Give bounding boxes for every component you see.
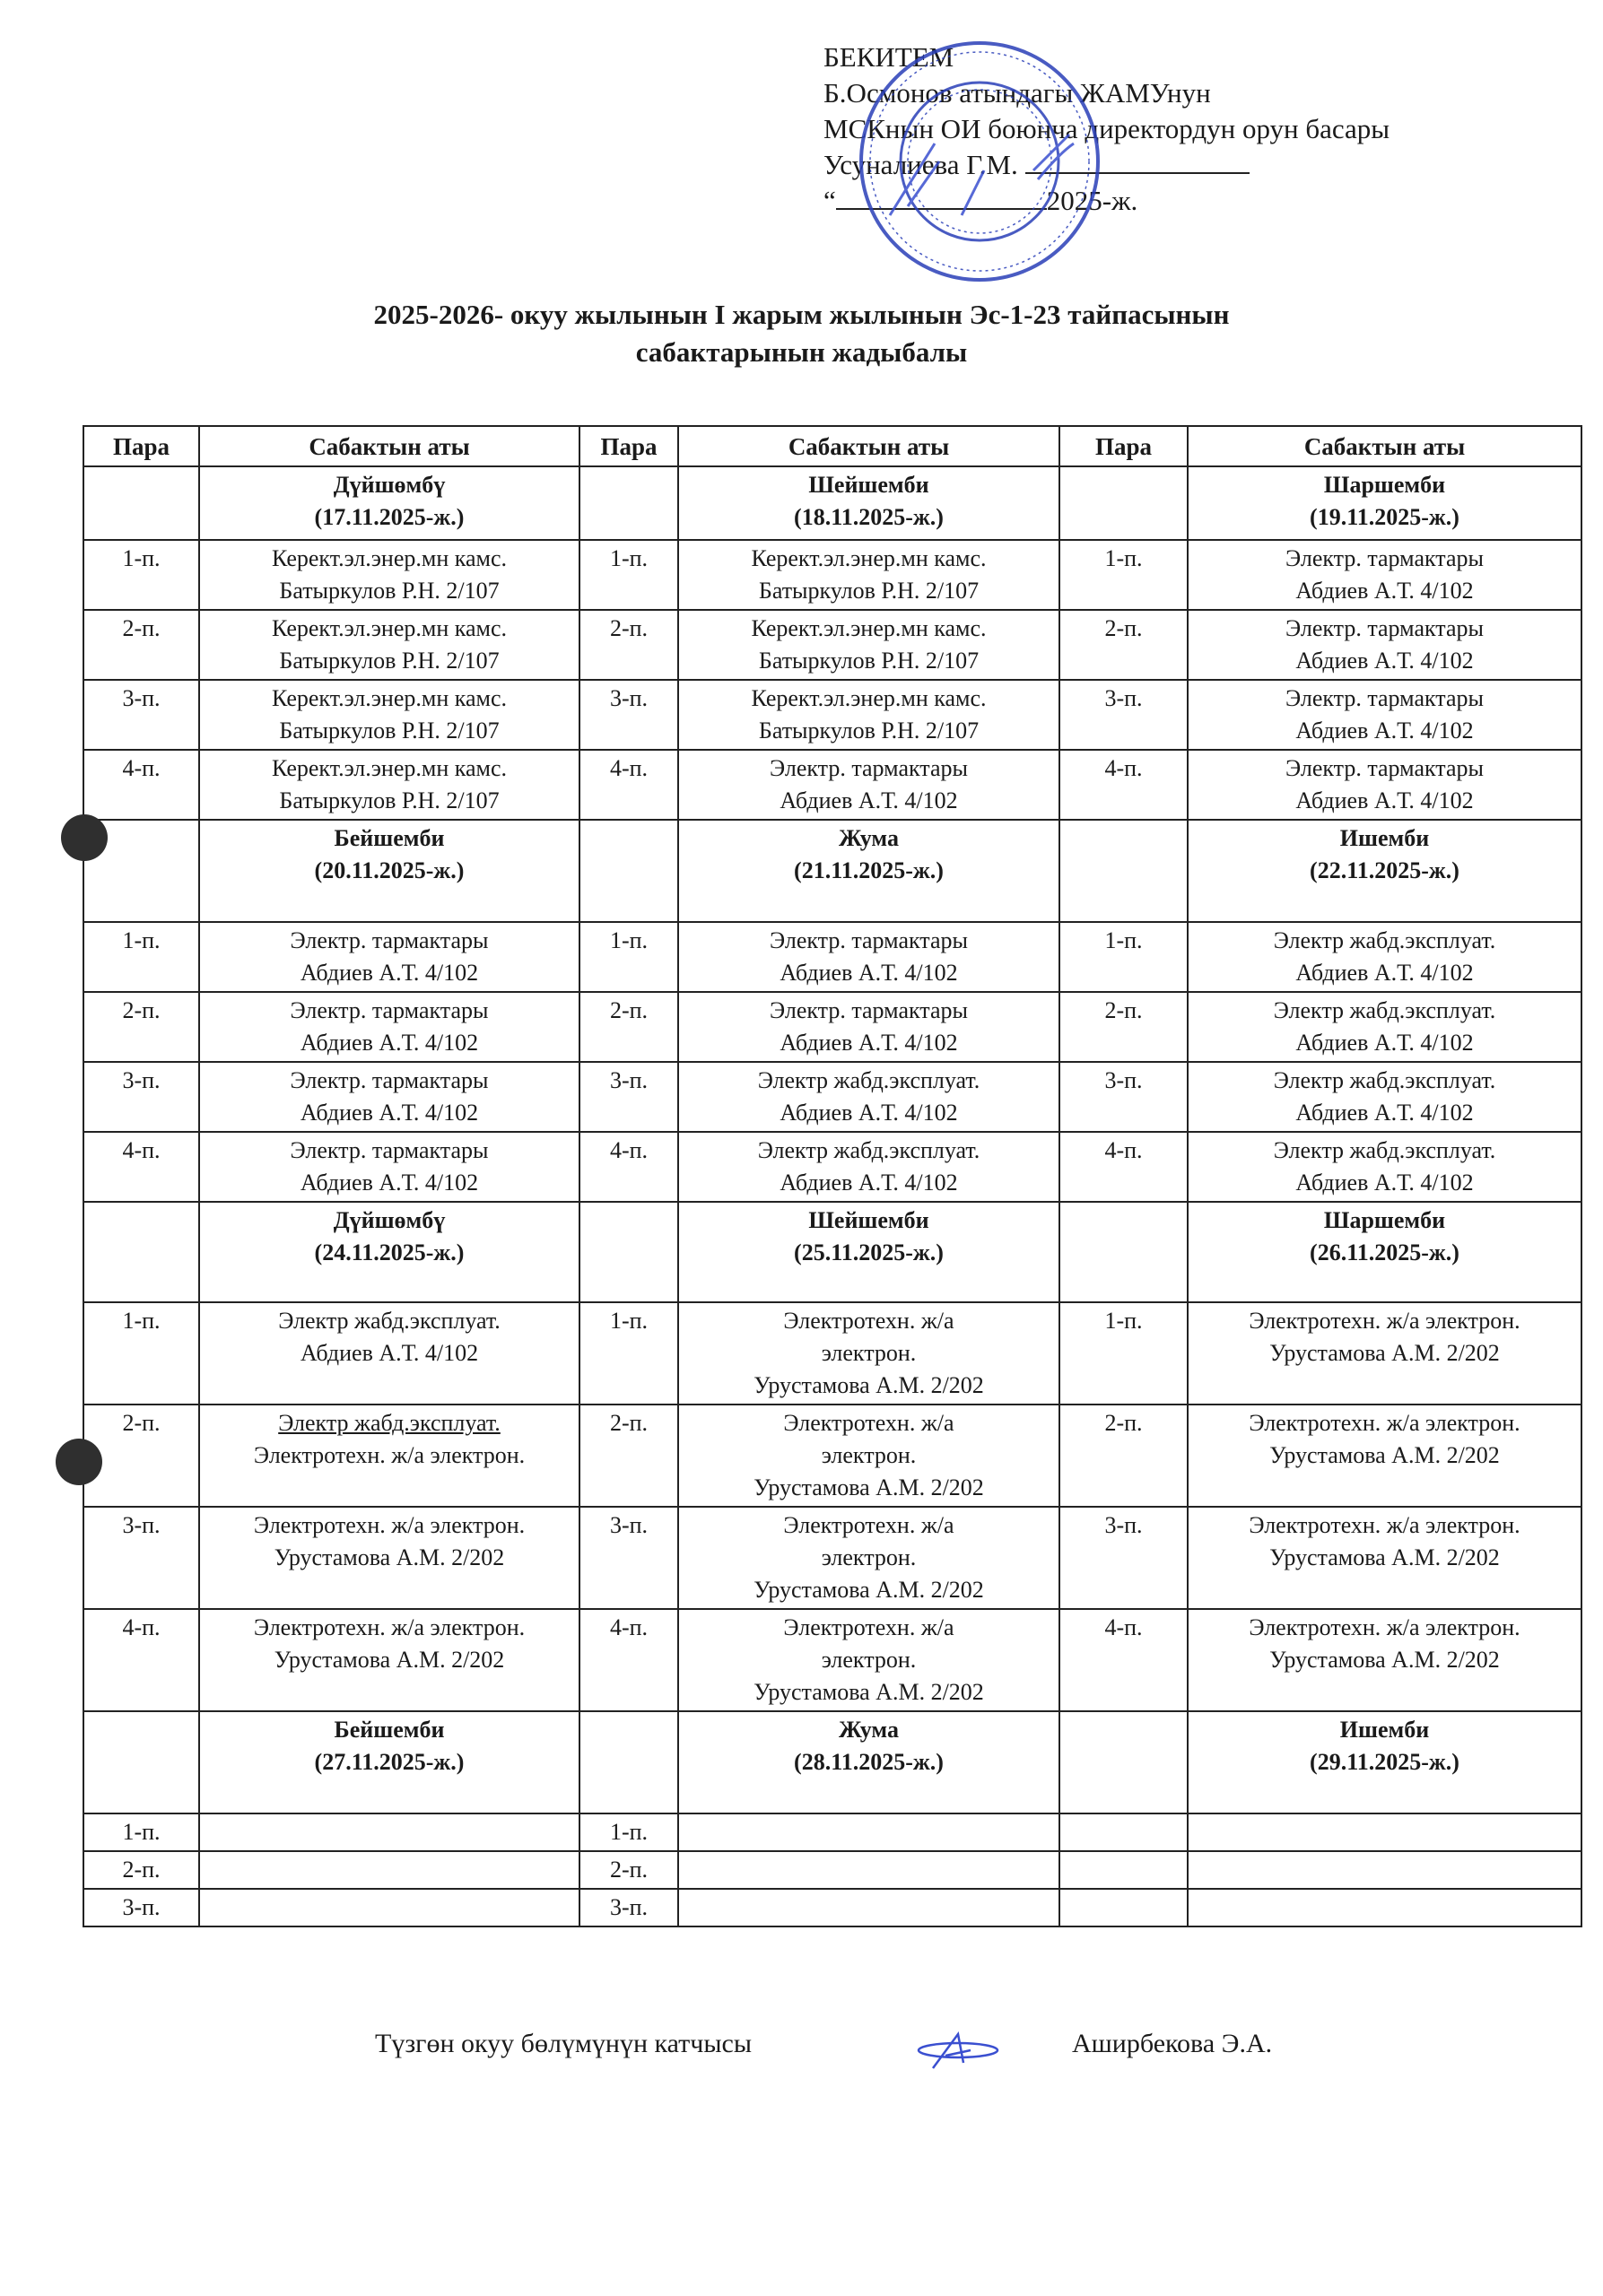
subject-cell [1188,1813,1581,1851]
title-line-1: 2025-2026- окуу жылынын I жарым жылынын Эс-1-23 тайпасынын [373,299,1230,330]
subject-name: Электр. тармактары [770,997,968,1023]
subject-cell [678,1813,1059,1851]
para-cell: 2-п. [579,992,678,1062]
approval-heading: БЕКИТЕМ [823,41,954,73]
day-name: Шейшемби [808,472,929,498]
subject-name: Электротехн. ж/а [783,1308,954,1334]
punch-hole-icon [61,814,108,861]
day-name: Ишемби [1339,1717,1430,1743]
subject-detail: электрон. [821,1544,917,1570]
day-name: Шаршемби [1323,472,1446,498]
day-header-cell [1188,466,1581,540]
day-name: Ишемби [1339,825,1430,851]
para-cell [1059,1813,1188,1851]
para-cell [1059,1202,1188,1302]
subject-cell [1188,540,1581,610]
subject-cell [1188,680,1581,750]
day-date: (29.11.2025-ж.) [1310,1749,1459,1775]
subject-name: Электр. тармактары [290,1067,489,1093]
subject-name: Электротехн. ж/а [783,1512,954,1538]
day-date: (24.11.2025-ж.) [314,1239,465,1265]
subject-cell [1188,1507,1581,1609]
subject-name: Электр жабд.эксплуат. [1273,1067,1496,1093]
approval-signatory-name: Усуналиева Г.М. [823,149,1018,180]
subject-cell [678,1132,1059,1202]
day-date: (19.11.2025-ж.) [1310,504,1459,530]
lesson-row [83,1062,1581,1132]
lesson-row [83,1405,1581,1507]
day-header-cell [678,466,1059,540]
date-year: 2025-ж. [1046,185,1138,216]
column-header: Сабактын аты [1188,426,1581,466]
subject-name: Электр. тармактары [290,927,489,953]
subject-detail: Урустамова А.М. 2/202 [754,1679,984,1705]
subject-cell [199,1302,579,1405]
subject-detail: Абдиев А.Т. 4/102 [300,1030,479,1056]
subject-name: Электр жабд.эксплуат. [1273,927,1496,953]
para-cell: 2-п. [579,1851,678,1889]
para-cell: 2-п. [1059,1405,1188,1507]
para-cell [1059,466,1188,540]
para-cell: 1-п. [83,1302,199,1405]
subject-cell [199,1132,579,1202]
subject-name: Электр жабд.эксплуат. [757,1067,980,1093]
subject-detail: Абдиев А.Т. 4/102 [780,1170,958,1196]
lesson-row [83,1813,1581,1851]
day-date: (26.11.2025-ж.) [1310,1239,1459,1265]
para-cell: 3-п. [579,680,678,750]
lesson-row [83,750,1581,820]
column-header: Пара [1059,426,1188,466]
subject-name: Керект.эл.энер.мн камс. [271,755,508,781]
subject-detail: Абдиев А.Т. 4/102 [1295,1100,1474,1126]
approval-block [823,39,1390,219]
subject-name: Электротехн. ж/а электрон. [1249,1308,1520,1334]
para-cell: 3-п. [579,1889,678,1926]
subject-cell [678,1851,1059,1889]
signature-icon [906,2029,1005,2074]
subject-cell [199,1507,579,1609]
schedule-body [83,466,1581,1926]
subject-detail: Абдиев А.Т. 4/102 [780,960,958,986]
subject-detail: Урустамова А.М. 2/202 [754,1372,984,1398]
para-cell: 3-п. [579,1507,678,1609]
para-cell: 1-п. [83,922,199,992]
para-cell: 3-п. [83,680,199,750]
subject-name: Керект.эл.энер.мн камс. [271,685,508,711]
para-cell [83,1202,199,1302]
subject-cell [1188,610,1581,680]
subject-cell [199,922,579,992]
subject-cell [199,992,579,1062]
subject-detail: Абдиев А.Т. 4/102 [300,1340,479,1366]
day-name: Шаршемби [1323,1207,1446,1233]
subject-cell [1188,1062,1581,1132]
day-date: (27.11.2025-ж.) [314,1749,465,1775]
para-cell: 4-п. [83,750,199,820]
subject-detail: электрон. [821,1340,917,1366]
day-name: Дүйшөмбү [333,472,446,498]
para-cell: 1-п. [83,1813,199,1851]
day-name: Бейшемби [334,1717,445,1743]
para-cell [1059,1851,1188,1889]
day-header-cell [1188,1711,1581,1813]
column-header: Сабактын аты [199,426,579,466]
subject-name: Электротехн. ж/а электрон. [253,1512,526,1538]
para-cell: 2-п. [579,1405,678,1507]
schedule-table [83,425,1582,1927]
day-header-row [83,1711,1581,1813]
title-line-2: сабактарынын жадыбалы [635,336,968,368]
subject-cell [678,1405,1059,1507]
approval-date [823,183,1390,219]
subject-detail: Абдиев А.Т. 4/102 [780,1100,958,1126]
subject-name: Электр. тармактары [1285,545,1484,571]
subject-detail: Абдиев А.Т. 4/102 [1295,960,1474,986]
lesson-row [83,680,1581,750]
subject-detail: Батыркулов Р.Н. 2/107 [279,648,500,674]
subject-detail: Батыркулов Р.Н. 2/107 [758,578,980,604]
subject-name: Электр. тармактары [1285,755,1484,781]
subject-name: Электр жабд.эксплуат. [757,1137,980,1163]
para-cell: 4-п. [83,1132,199,1202]
para-cell: 2-п. [83,992,199,1062]
footer-role: Түзгөн окуу бөлүмүнүн катчысы [375,2029,752,2058]
subject-cell [199,680,579,750]
subject-name: Электротехн. ж/а [783,1410,954,1436]
subject-cell [1188,1132,1581,1202]
para-cell [83,466,199,540]
subject-detail: Абдиев А.Т. 4/102 [1295,787,1474,813]
lesson-row [83,610,1581,680]
para-cell: 2-п. [83,1851,199,1889]
para-cell: 4-п. [579,1609,678,1711]
para-cell: 2-п. [579,610,678,680]
para-cell: 2-п. [1059,992,1188,1062]
para-cell: 4-п. [579,750,678,820]
para-cell: 3-п. [1059,1062,1188,1132]
day-date: (18.11.2025-ж.) [794,504,944,530]
para-cell: 1-п. [1059,1302,1188,1405]
day-header-cell [199,820,579,922]
subject-name: Керект.эл.энер.мн камс. [271,545,508,571]
para-cell: 1-п. [1059,540,1188,610]
lesson-row [83,1507,1581,1609]
subject-name: Электр жабд.эксплуат. [1273,997,1496,1023]
subject-detail: Абдиев А.Т. 4/102 [1295,1170,1474,1196]
subject-cell [678,1889,1059,1926]
subject-cell [199,1609,579,1711]
day-header-row [83,466,1581,540]
subject-name: Керект.эл.энер.мн камс. [751,685,987,711]
para-cell: 1-п. [579,540,678,610]
para-cell [1059,820,1188,922]
approval-signatory [823,147,1390,183]
subject-name: Электротехн. ж/а электрон. [1249,1410,1520,1436]
subject-cell [678,680,1059,750]
day-header-cell [1188,1202,1581,1302]
subject-cell [1188,1405,1581,1507]
subject-detail: Батыркулов Р.Н. 2/107 [279,787,500,813]
lesson-row [83,992,1581,1062]
subject-detail: Электротехн. ж/а электрон. [253,1442,526,1468]
para-cell: 3-п. [83,1062,199,1132]
subject-name: Электр жабд.эксплуат. [278,1308,501,1334]
approval-institution: Б.Осмонов атындагы ЖАМУнун [823,77,1211,109]
day-name: Шейшемби [808,1207,929,1233]
date-quote: “ [823,185,836,216]
day-name: Жума [839,825,899,851]
approval-position: МСКнын ОИ боюнча директордун орун басары [823,113,1390,144]
subject-cell [1188,922,1581,992]
column-header: Сабактын аты [678,426,1059,466]
subject-cell [1188,992,1581,1062]
subject-detail: Абдиев А.Т. 4/102 [300,1170,479,1196]
subject-cell [678,1062,1059,1132]
subject-detail: Урустамова А.М. 2/202 [1269,1544,1500,1570]
subject-detail: Абдиев А.Т. 4/102 [1295,718,1474,744]
para-cell [83,1711,199,1813]
column-header: Пара [579,426,678,466]
subject-name: Керект.эл.энер.мн камс. [751,545,987,571]
subject-detail: Абдиев А.Т. 4/102 [1295,1030,1474,1056]
day-header-cell [678,1711,1059,1813]
subject-detail: Батыркулов Р.Н. 2/107 [758,718,980,744]
subject-detail: Абдиев А.Т. 4/102 [780,787,958,813]
lesson-row [83,1889,1581,1926]
day-date: (21.11.2025-ж.) [794,857,944,883]
para-cell: 3-п. [579,1062,678,1132]
day-date: (22.11.2025-ж.) [1310,857,1459,883]
subject-detail: Урустамова А.М. 2/202 [754,1577,984,1603]
subject-name: Электр. тармактары [290,1137,489,1163]
para-cell: 2-п. [83,610,199,680]
subject-name: Электр. тармактары [1285,615,1484,641]
para-cell: 1-п. [83,540,199,610]
subject-detail: Урустамова А.М. 2/202 [754,1474,984,1500]
subject-detail: Урустамова А.М. 2/202 [1269,1442,1500,1468]
subject-name: Электр. тармактары [290,997,489,1023]
subject-name: Керект.эл.энер.мн камс. [751,615,987,641]
para-cell [579,1202,678,1302]
para-cell: 2-п. [83,1405,199,1507]
column-header: Пара [83,426,199,466]
subject-detail: электрон. [821,1442,917,1468]
subject-name: Электр жабд.эксплуат. [1273,1137,1496,1163]
day-header-cell [678,1202,1059,1302]
day-name: Жума [839,1717,899,1743]
subject-detail: Абдиев А.Т. 4/102 [300,960,479,986]
subject-cell [678,1302,1059,1405]
para-cell: 3-п. [1059,680,1188,750]
subject-detail: Абдиев А.Т. 4/102 [1295,648,1474,674]
subject-name: Электр. тармактары [770,755,968,781]
signature-line [1025,172,1250,174]
lesson-row [83,1302,1581,1405]
day-name: Бейшемби [334,825,445,851]
subject-detail: Урустамова А.М. 2/202 [274,1544,505,1570]
subject-cell [1188,1609,1581,1711]
subject-detail: Батыркулов Р.Н. 2/107 [279,718,500,744]
subject-detail: Абдиев А.Т. 4/102 [780,1030,958,1056]
day-header-cell [199,1711,579,1813]
subject-cell [199,540,579,610]
day-header-cell [199,466,579,540]
subject-cell [1188,1851,1581,1889]
para-cell: 1-п. [1059,922,1188,992]
subject-cell [678,922,1059,992]
para-cell [579,820,678,922]
subject-name: Электротехн. ж/а электрон. [1249,1614,1520,1640]
subject-name: Электротехн. ж/а электрон. [1249,1512,1520,1538]
para-cell [579,466,678,540]
day-header-cell [678,820,1059,922]
para-cell: 1-п. [579,922,678,992]
day-header-cell [1188,820,1581,922]
day-date: (25.11.2025-ж.) [794,1239,944,1265]
subject-cell [678,750,1059,820]
subject-cell [1188,1302,1581,1405]
subject-detail: Урустамова А.М. 2/202 [1269,1340,1500,1366]
para-cell [1059,1889,1188,1926]
subject-name: Электротехн. ж/а [783,1614,954,1640]
lesson-row [83,922,1581,992]
subject-detail: Урустамова А.М. 2/202 [274,1647,505,1673]
lesson-row [83,1609,1581,1711]
para-cell: 1-п. [579,1813,678,1851]
para-cell: 3-п. [1059,1507,1188,1609]
subject-cell [199,1851,579,1889]
subject-cell [199,1889,579,1926]
subject-cell [678,1507,1059,1609]
subject-name: Электр. тармактары [770,927,968,953]
day-header-row [83,820,1581,922]
subject-name: Электр жабд.эксплуат. [278,1410,501,1436]
para-cell: 2-п. [1059,610,1188,680]
subject-detail: Абдиев А.Т. 4/102 [300,1100,479,1126]
date-blank-line [836,208,1047,210]
para-cell: 1-п. [579,1302,678,1405]
para-cell: 3-п. [83,1889,199,1926]
subject-name: Электр. тармактары [1285,685,1484,711]
footer-name: Аширбекова Э.А. [1072,2029,1273,2058]
para-cell: 4-п. [1059,1609,1188,1711]
day-date: (17.11.2025-ж.) [314,504,465,530]
para-cell: 3-п. [83,1507,199,1609]
para-cell [1059,1711,1188,1813]
subject-cell [1188,750,1581,820]
subject-cell [199,750,579,820]
subject-cell [199,1813,579,1851]
subject-name: Электротехн. ж/а электрон. [253,1614,526,1640]
day-header-cell [199,1202,579,1302]
para-cell [579,1711,678,1813]
subject-cell [199,1405,579,1507]
day-date: (28.11.2025-ж.) [794,1749,944,1775]
subject-cell [678,540,1059,610]
day-header-row [83,1202,1581,1302]
subject-cell [1188,1889,1581,1926]
subject-name: Керект.эл.энер.мн камс. [271,615,508,641]
subject-detail: Урустамова А.М. 2/202 [1269,1647,1500,1673]
subject-cell [678,992,1059,1062]
day-name: Дүйшөмбү [333,1207,446,1233]
subject-cell [199,1062,579,1132]
subject-cell [678,1609,1059,1711]
subject-detail: электрон. [821,1647,917,1673]
punch-hole-icon [56,1439,102,1485]
day-date: (20.11.2025-ж.) [314,857,465,883]
lesson-row [83,1132,1581,1202]
subject-detail: Абдиев А.Т. 4/102 [1295,578,1474,604]
table-header-row [83,426,1581,466]
lesson-row [83,1851,1581,1889]
document-title [0,296,1603,371]
para-cell: 4-п. [1059,1132,1188,1202]
subject-cell [199,610,579,680]
subject-cell [678,610,1059,680]
para-cell: 4-п. [83,1609,199,1711]
subject-detail: Батыркулов Р.Н. 2/107 [758,648,980,674]
lesson-row [83,540,1581,610]
para-cell: 4-п. [1059,750,1188,820]
subject-detail: Батыркулов Р.Н. 2/107 [279,578,500,604]
para-cell: 4-п. [579,1132,678,1202]
